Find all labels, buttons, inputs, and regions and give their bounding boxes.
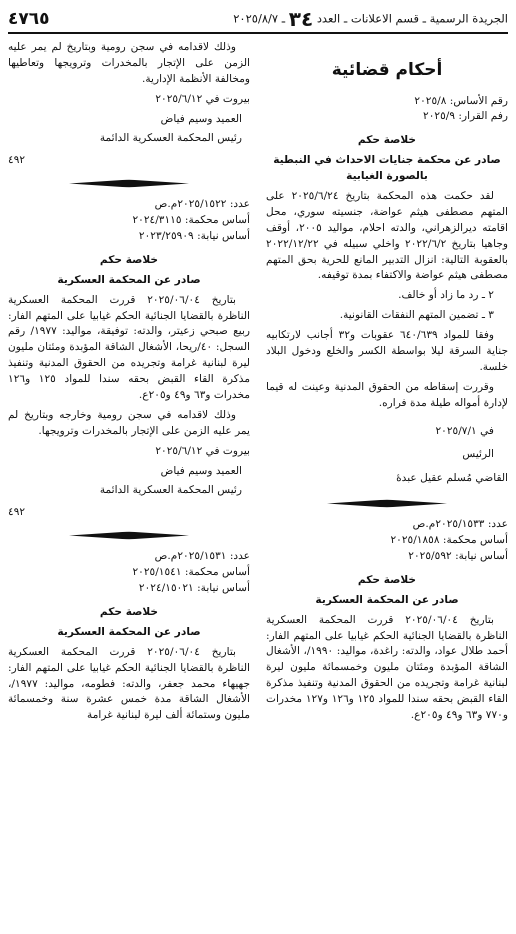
signature-title: رئيس المحكمة العسكرية الدائمة [99, 132, 242, 145]
judgment-paragraph: وذلك لاقدامه في سجن رومية وخارجه وبتاريخ لم يمر عليه الزمن على الإتجار بالمخدرات وترويجها. [8, 408, 250, 437]
reference-number: ٤٩٢ [8, 506, 26, 519]
judgment-paragraph: وذلك لاقدامه في سجن رومية وبتاريخ لم يمر عليه الزمن على الإتجار بالمخدرات وترويجها وتعاطيها ومخالفة الأنظمة الإدارية. [8, 41, 250, 85]
header-title [233, 7, 508, 31]
judgment-civil-rights: وقررت إسقاطه من الحقوق المدنية وعينت له قيما لإدارة أمواله طيلة مدة فراره. [266, 380, 508, 409]
prosecution-basis: أساس نيابة: ٢٠٢٣/٢٥٩٠٩ [138, 230, 250, 243]
court-name-cont: بالصورة الغيابية [346, 170, 428, 183]
court-name: صادر عن المحكمة العسكرية [57, 273, 201, 286]
summary-title: خلاصة حكم [99, 253, 159, 266]
signature-date: في ٢٠٢٥/٧/١ [435, 424, 494, 437]
judgment-paragraph: بتاريخ ٢٠٢٥/٠٦/٠٤ قررت المحكمة العسكرية الناظرة بالقضايا الجنائية الحكم غيابيا على المتهم الفار: أحمد طلال عواد، والدته: راغدة، مواليد: ١٩٩٠/، الأشغال الشاقة المؤبدة ومئتان مليون وخمسمائة مليون ليرة لبنانية غرامة وتجريده من الحقوق المدنية وتنفيذ مذكرة القاء القبض بحقه سندا للمواد ١٢٥ و١٢٦ و١٢٧ مخدرات و٧٧٠ و٦٣ و٤٩ و٢٠٥ع. [266, 613, 508, 721]
summary-title: خلاصة حكم [99, 605, 159, 618]
prosecution-basis: أساس نيابة: ٢٠٢٥/٥٩٢ [408, 549, 508, 562]
signature-title: الرئيس [462, 448, 494, 461]
signature-date: بيروت في ٢٠٢٥/٦/١٢ [155, 444, 250, 457]
court-name: صادر عن محكمة جنايات الاحداث في النبطية [273, 154, 501, 167]
court-basis: أساس محكمة: ٢٠٢٥/١٨٥٨ [390, 534, 508, 547]
separator-ornament [69, 179, 189, 187]
court-name: صادر عن المحكمة العسكرية [57, 625, 201, 638]
right-column [266, 40, 508, 728]
summary-title: خلاصة حكم [357, 134, 417, 147]
record-number: عدد: ٢٠٢٥/١٥٣٣م.ص [412, 518, 508, 531]
reference-number: ٤٩٢ [8, 154, 26, 167]
left-column [8, 40, 250, 728]
page-header [8, 6, 508, 34]
section-title: أحكام قضائية [331, 60, 443, 80]
signature-name: القاضي مُسلم عقيل عبدهٔ [396, 472, 508, 485]
signature-title: رئيس المحكمة العسكرية الدائمة [99, 484, 242, 497]
court-basis: أساس محكمة: ٢٠٢٤/٣١١٥ [132, 214, 250, 227]
signature-name: العميد وسيم فياض [160, 464, 242, 477]
judgment-legal-basis: وفقا للمواد ٦٤٠/٦٣٩ عقوبات و٣٢ أجانب لارتكابيه جناية السرقة ليلا بواسطة الكسر والخلع ودخول البلاد خلسة. [266, 329, 508, 373]
separator-ornament [327, 499, 447, 507]
decision-number: رفم القرار: ٢٠٢٥/٩ [423, 110, 508, 123]
record-number: عدد: ٢٠٢٥/١٥٣١م.ص [154, 550, 250, 563]
issue-number: ٣٤ [288, 7, 314, 31]
signature-date: بيروت في ٢٠٢٥/٦/١٢ [155, 92, 250, 105]
judgment-item-3: ٣ ـ تضمين المتهم النفقات القانونية. [339, 309, 494, 322]
summary-title: خلاصة حكم [357, 573, 417, 586]
court-name: صادر عن المحكمة العسكرية [315, 593, 459, 606]
signature-name: العميد وسيم فياض [160, 112, 242, 125]
court-basis: أساس محكمة: ٢٠٢٥/١٥٤١ [132, 566, 250, 579]
prosecution-basis: أساس نيابة: ٢٠٢٤/١٥٠٢١ [138, 582, 250, 595]
judgment-paragraph: بتاريخ ٢٠٢٥/٠٦/٠٤ قررت المحكمة العسكرية الناظرة بالقضايا الجنائية الحكم غيابيا على المتهم الفار: ربيع صبحي زعيتر، والدته: توفيقة، مواليد: ١٩٧٧/ رقم السجل: ٤٠/ريحا، الأشغال الشاقة المؤبدة ومئتان مليون ليرة لبنانية غرامة وتجريده من الحقوق المدنية وتنفيذ مذكرة القاء القبض بحقه سندا للمواد ١٢٥ و١٢٦ مخدرات و٦٣ و٤٩ و٢٠٥ع. [8, 293, 251, 402]
separator-ornament [69, 531, 189, 539]
header-date: ـ ٢٠٢٥/٨/٧ [233, 11, 286, 26]
page-number: ٤٧٦٥ [8, 9, 50, 29]
record-number: عدد: ٢٠٢٥/١٥٢٢م.ص [154, 198, 250, 211]
basis-number: رقم الأساس: ٢٠٢٥/٨ [414, 94, 508, 107]
judgment-paragraph: لقد حكمت هذه المحكمة بتاريخ ٢٠٢٥/٦/٢٤ على المتهم مصطفى هيثم عواضة، جنسيته سوري، محل اقامته ديرالزهراني، والدته احلام، مواليد ٢٠٠٥، أوقف وجاهيا بتاريخ ٢٠٢٢/٦/٢ واخلي سبيله في ٢٠٢٢/١٢/٢٢ بالعقوبة التالية: انزال التدبير المانع للحرية بحق المتهم مصطفى هيثم عواضة والاكتفاء بمدة توقيفه. [266, 189, 508, 282]
header-title-prefix: الجريدة الرسمية ـ قسم الاعلانات ـ العدد [316, 11, 508, 26]
judgment-item-2: ٢ ـ رد ما زاد أو خالف. [398, 289, 494, 302]
judgment-paragraph: بتاريخ ٢٠٢٥/٠٦/٠٤ قررت المحكمة العسكرية الناظرة بالقضايا الجنائية الحكم غيابيا على المتهم الفار: جهيهاء محمد جعفر، والدته: فطومه، مواليد: ١٩٧٧/، الأشغال الشاقة مدة خمس عشرة سنة وخمسمائة مليون وستمائة ألف ليرة لبنانية غرامة [8, 645, 250, 722]
